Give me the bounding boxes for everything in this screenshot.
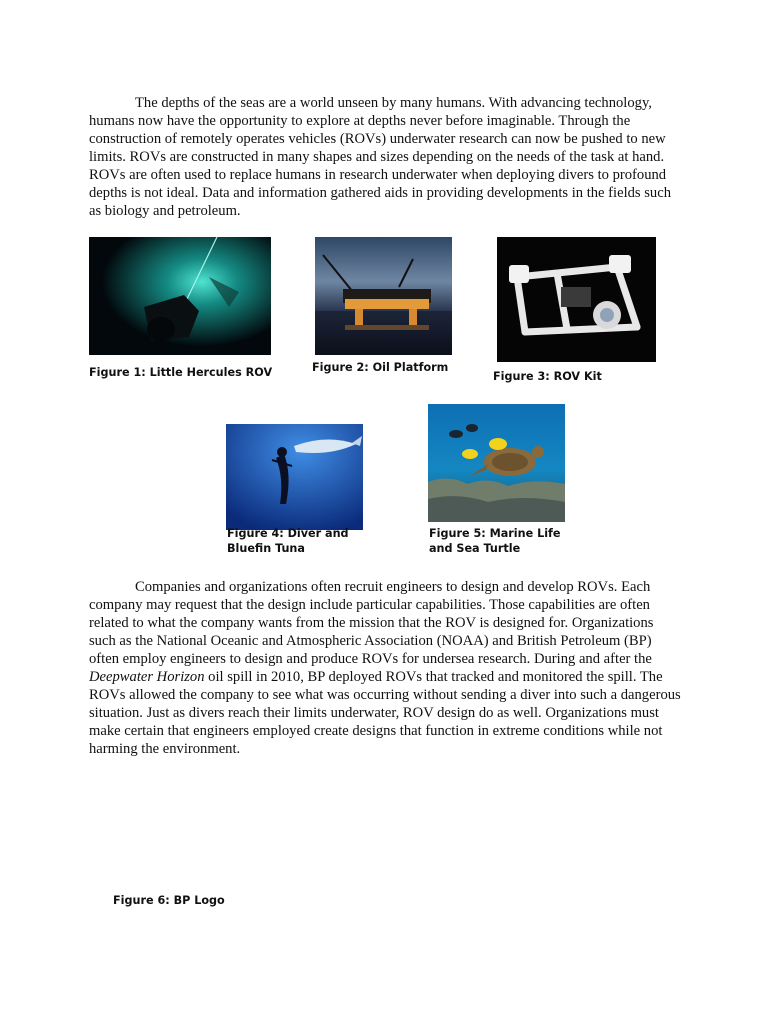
diver-tuna-photo [226, 424, 363, 530]
body-paragraph-text-2: oil spill in 2010, BP deployed ROVs that tracked and monitored the spill. The ROVs allowed the company to see what was occurring without sending a diver into such a dangerous situation. Just as divers reach their limits underwater, ROV design do as well. Organizations must make certain that engineers employed create designs that function in extreme conditions while not harming the environment. [89, 669, 681, 757]
rov-underwater-photo [89, 237, 271, 355]
sea-turtle-photo [428, 404, 565, 522]
rov-kit-photo [497, 237, 656, 362]
figure-5-caption [429, 526, 569, 556]
figure-3-caption: Figure 3: ROV Kit [493, 370, 602, 383]
deepwater-horizon-italic: Deepwater Horizon [89, 669, 205, 685]
figure-4-caption-line1: Figure 4: Diver and [227, 527, 349, 540]
figure-5-caption-line1: Figure 5: Marine Life [429, 527, 561, 540]
figure-4-caption [227, 526, 357, 556]
figure-4-caption-line2: Bluefin Tuna [227, 542, 305, 555]
body-paragraph-text-1: Companies and organizations often recruit engineers to design and develop ROVs. Each company may request that the design include particular capabilities. Those capabilities are often related to what the company wants from the mission that the ROV is designed for. Organizations such as the National Oceanic and Atmospheric Association (NOAA) and British Petroleum (BP) often employ engineers to design and produce ROVs for undersea research. During and after the [89, 579, 654, 667]
body-paragraph [89, 578, 681, 758]
figure-2-caption: Figure 2: Oil Platform [312, 361, 449, 374]
figure-5-caption-line2: and Sea Turtle [429, 542, 521, 555]
figure-6-caption: Figure 6: BP Logo [113, 894, 225, 907]
figure-1-caption: Figure 1: Little Hercules ROV [89, 366, 273, 379]
oil-platform-photo [315, 237, 452, 355]
intro-paragraph: The depths of the seas are a world unseen by many humans. With advancing technology, humans now have the opportunity to explore at depths never before imaginable. Through the construction of remotely operates vehicles (ROVs) underwater research can now be pushed to new limits. ROVs are constructed in many shapes and sizes depending on the needs of the task at hand. ROVs are often used to replace humans in research underwater when deploying divers to profound depths is not ideal. Data and information gathered aids in providing developments in the fields such as biology and petroleum. [89, 95, 671, 219]
